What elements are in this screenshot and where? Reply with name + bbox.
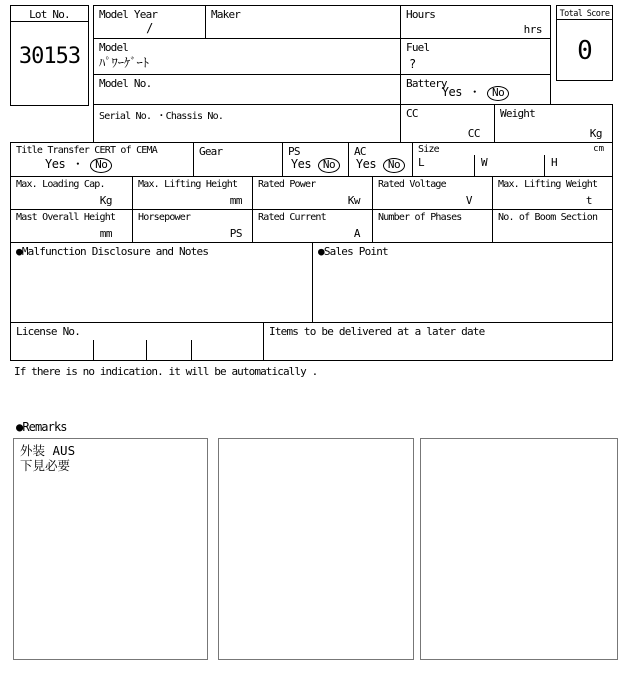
ac-cell: [348, 142, 413, 177]
number-of-phases-cell: [372, 209, 493, 243]
model-label: Model: [99, 41, 129, 54]
max-lifting-weight-label: Max. Lifting Weight: [498, 179, 598, 190]
mast-overall-height-label: Mast Overall Height: [16, 212, 116, 223]
ac-label: AC: [354, 145, 366, 158]
battery-selection: [401, 83, 550, 101]
cc-label: CC: [406, 107, 418, 120]
mast-overall-height-unit: mm: [99, 227, 112, 240]
max-loading-cap-cell: [10, 176, 133, 210]
items-later-date-cell: [263, 322, 613, 361]
ps-cell: [282, 142, 349, 177]
rated-voltage-cell: [372, 176, 493, 210]
rated-power-unit: Kw: [347, 194, 360, 207]
rated-voltage-label: Rated Voltage: [378, 179, 446, 190]
title-transfer-no-option-circled: No: [90, 158, 112, 173]
ps-yes-option: Yes: [290, 157, 312, 171]
size-cell: [412, 142, 613, 177]
remarks-box-3: [420, 438, 618, 660]
size-unit: cm: [593, 144, 604, 154]
max-lifting-height-unit: mm: [229, 194, 242, 207]
size-label: Size: [418, 144, 439, 155]
weight-cell: [494, 104, 613, 143]
cc-unit: CC: [467, 127, 480, 140]
ps-selection: [283, 157, 348, 173]
battery-label: Battery: [406, 77, 447, 90]
horsepower-unit: PS: [229, 227, 242, 240]
total-score-label: Total Score: [557, 6, 612, 20]
model-value: ﾊﾟﾜｰｹﾞｰﾄ: [99, 55, 150, 70]
max-lifting-weight-unit: t: [585, 194, 592, 207]
cc-cell: [400, 104, 495, 143]
battery-yes-option: Yes: [441, 85, 462, 99]
footnote-text: If there is no indication. it will be automatically .: [14, 365, 318, 378]
ac-yes-option: Yes: [355, 157, 377, 171]
max-loading-cap-label: Max. Loading Cap.: [16, 179, 105, 190]
model-cell: [93, 38, 401, 75]
no-of-boom-section-cell: [492, 209, 613, 243]
number-of-phases-label: Number of Phases: [378, 212, 462, 223]
size-l-label: L: [418, 156, 425, 169]
sales-point-label: ●Sales Point: [318, 245, 388, 258]
max-lifting-height-label: Max. Lifting Height: [138, 179, 238, 190]
fuel-label: Fuel: [406, 41, 430, 54]
gear-cell: [193, 142, 283, 177]
license-no-label: License No.: [16, 325, 81, 338]
rated-voltage-unit: V: [465, 194, 472, 207]
model-year-cell: [93, 5, 206, 39]
malfunction-disclosure-cell: [10, 242, 313, 323]
maker-cell: [205, 5, 401, 39]
gear-label: Gear: [199, 145, 223, 158]
rated-current-unit: A: [353, 227, 360, 240]
rated-current-label: Rated Current: [258, 212, 326, 223]
model-year-value: /: [146, 21, 153, 35]
remarks-box-1: [13, 438, 208, 660]
maker-label: Maker: [211, 8, 241, 21]
rated-power-label: Rated Power: [258, 179, 316, 190]
ps-label: PS: [288, 145, 300, 158]
remarks-label: ●Remarks: [16, 420, 67, 434]
model-year-label: Model Year: [99, 8, 158, 21]
battery-cell: [400, 74, 551, 105]
lot-no-cell: [10, 5, 89, 106]
max-lifting-height-cell: [132, 176, 253, 210]
size-wh-divider: [544, 155, 545, 176]
size-w-label: W: [481, 156, 488, 169]
battery-separator: ・: [468, 85, 481, 99]
weight-unit: Kg: [589, 127, 602, 140]
license-tick-2: [146, 340, 147, 360]
title-transfer-selection: [45, 155, 193, 173]
mast-overall-height-cell: [10, 209, 133, 243]
total-score-cell: [556, 5, 613, 81]
lot-no-label: Lot No.: [11, 6, 88, 22]
title-transfer-yes-option: Yes: [45, 157, 66, 171]
battery-no-option-circled: No: [487, 86, 509, 101]
license-tick-3: [191, 340, 192, 360]
horsepower-label: Horsepower: [138, 212, 191, 223]
remarks-box-1-content: [14, 439, 207, 473]
model-no-cell: [93, 74, 401, 105]
rated-power-cell: [252, 176, 373, 210]
rated-current-cell: [252, 209, 373, 243]
remarks-line-1: 外装 AUS: [20, 443, 76, 458]
title-transfer-separator: ・: [71, 157, 84, 171]
no-of-boom-section-label: No. of Boom Section: [498, 212, 598, 223]
ps-no-option-circled: No: [318, 158, 340, 173]
max-loading-cap-unit: Kg: [99, 194, 112, 207]
sales-point-cell: [312, 242, 613, 323]
weight-label: Weight: [500, 107, 535, 120]
total-score-value: 0: [577, 36, 592, 66]
items-later-date-label: Items to be delivered at a later date: [269, 325, 485, 338]
model-no-label: Model No.: [99, 77, 152, 90]
horsepower-cell: [132, 209, 253, 243]
remarks-box-2: [218, 438, 414, 660]
fuel-cell: [400, 38, 551, 75]
hours-unit: hrs: [523, 23, 542, 36]
title-transfer-cell: [10, 142, 194, 177]
serial-no-cell: [93, 104, 401, 143]
title-transfer-label: Title Transfer CERT of CEMA: [16, 145, 157, 156]
malfunction-disclosure-label: ●Malfunction Disclosure and Notes: [16, 245, 209, 258]
max-lifting-weight-cell: [492, 176, 613, 210]
hours-label: Hours: [406, 8, 436, 21]
size-lw-divider: [474, 155, 475, 176]
ac-no-option-circled: No: [383, 158, 405, 173]
remarks-line-2: 下見必要: [20, 458, 71, 473]
license-no-cell: [10, 322, 264, 361]
ac-selection: [349, 157, 412, 173]
license-tick-1: [93, 340, 94, 360]
hours-cell: [400, 5, 551, 39]
size-h-label: H: [551, 156, 558, 169]
fuel-value: ?: [409, 57, 416, 71]
lot-no-value: 30153: [18, 44, 81, 69]
serial-no-label: Serial No. ・Chassis No.: [99, 111, 224, 122]
